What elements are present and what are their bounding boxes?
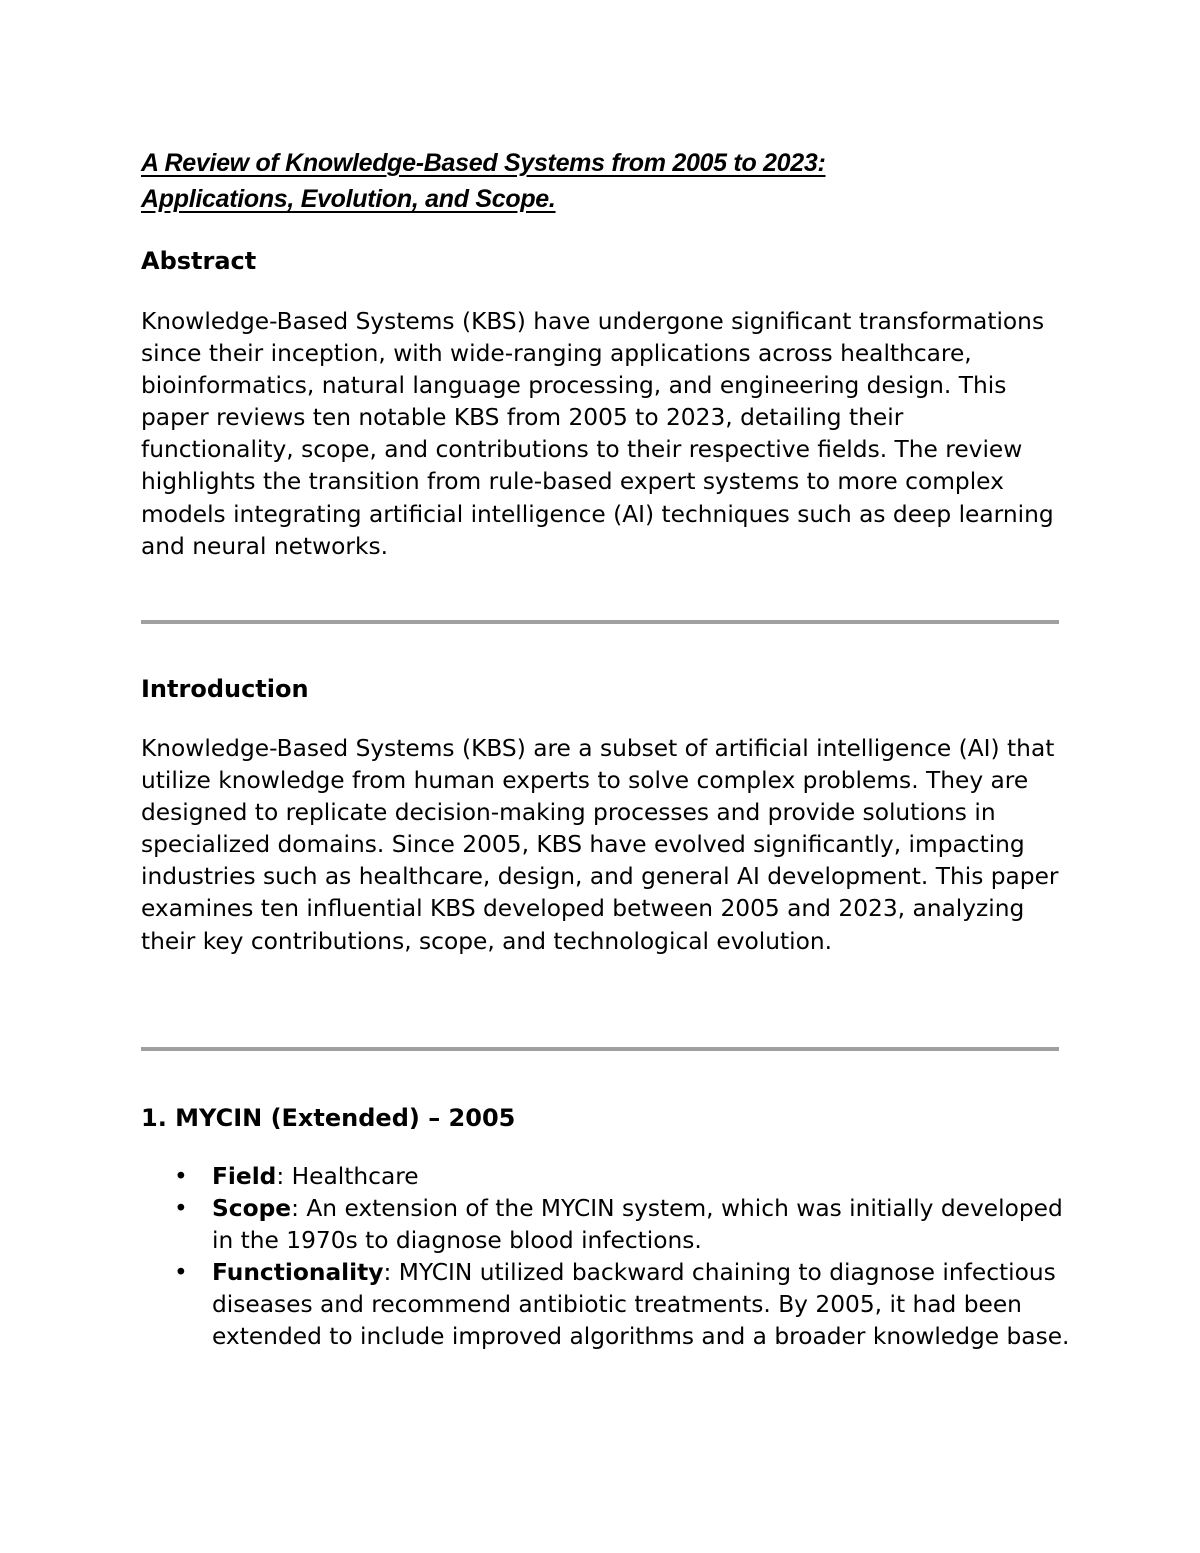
- bullet-icon: •: [174, 1259, 188, 1287]
- list-item-separator: :: [291, 1195, 299, 1223]
- list-item-separator: :: [383, 1259, 392, 1287]
- introduction-heading: Introduction: [141, 675, 309, 703]
- bullet-icon: •: [174, 1195, 188, 1223]
- abstract-heading: Abstract: [141, 247, 257, 275]
- introduction-text: Knowledge-Based Systems (KBS) are a subset of artificial intelligence (AI) that utilize knowledge from human experts to solve complex problems. They are designed to replicate decision-making processes and provide solutions in specialized domains. Since 2005, KBS have evolved significantly, impacting industries such as healthcare, design, and general AI development. This paper examines ten influential KBS developed between 2005 and 2023, analyzing their key contributions, scope, and technological evolution.: [141, 735, 1059, 955]
- list-item-label: Functionality: [212, 1259, 384, 1287]
- document-title: [141, 145, 1061, 217]
- document-title-line-1: A Review of Knowledge-Based Systems from 2005 to 2023:: [141, 149, 826, 177]
- list-item-text: MYCIN utilized backward chaining to diagnose infectious diseases and recommend antibiotic treatments. By 2005, it had been extended to include improved algorithms and a broader knowledge base.: [212, 1259, 1070, 1351]
- document-title-line-2: Applications, Evolution, and Scope.: [141, 185, 556, 213]
- abstract-text: Knowledge-Based Systems (KBS) have undergone significant transformations since their inception, with wide-ranging applications across healthcare, bioinformatics, natural language processing, and engineering design. This paper reviews ten notable KBS from 2005 to 2023, detailing their functionality, scope, and contributions to their respective fields. The review highlights the transition from rule-based expert systems to more complex models integrating artificial intelligence (AI) techniques such as deep learning and neural networks.: [141, 308, 1054, 560]
- section-1-bullet-list: [141, 1161, 1071, 1354]
- section-divider: [141, 1047, 1059, 1051]
- list-item: [141, 1193, 1071, 1257]
- list-item-separator: :: [276, 1163, 285, 1190]
- list-item-text: An extension of the MYCIN system, which was initially developed in the 1970s to diagnose blood infections.: [212, 1195, 1063, 1255]
- list-item-label: Scope: [212, 1195, 292, 1223]
- list-item-text: Healthcare: [284, 1163, 419, 1190]
- list-item: [141, 1257, 1071, 1353]
- section-divider: [141, 620, 1059, 624]
- list-item-label: Field: [212, 1163, 277, 1190]
- list-item: [141, 1161, 1071, 1193]
- bullet-icon: •: [174, 1163, 188, 1190]
- section-1-heading: 1. MYCIN (Extended) – 2005: [141, 1104, 516, 1132]
